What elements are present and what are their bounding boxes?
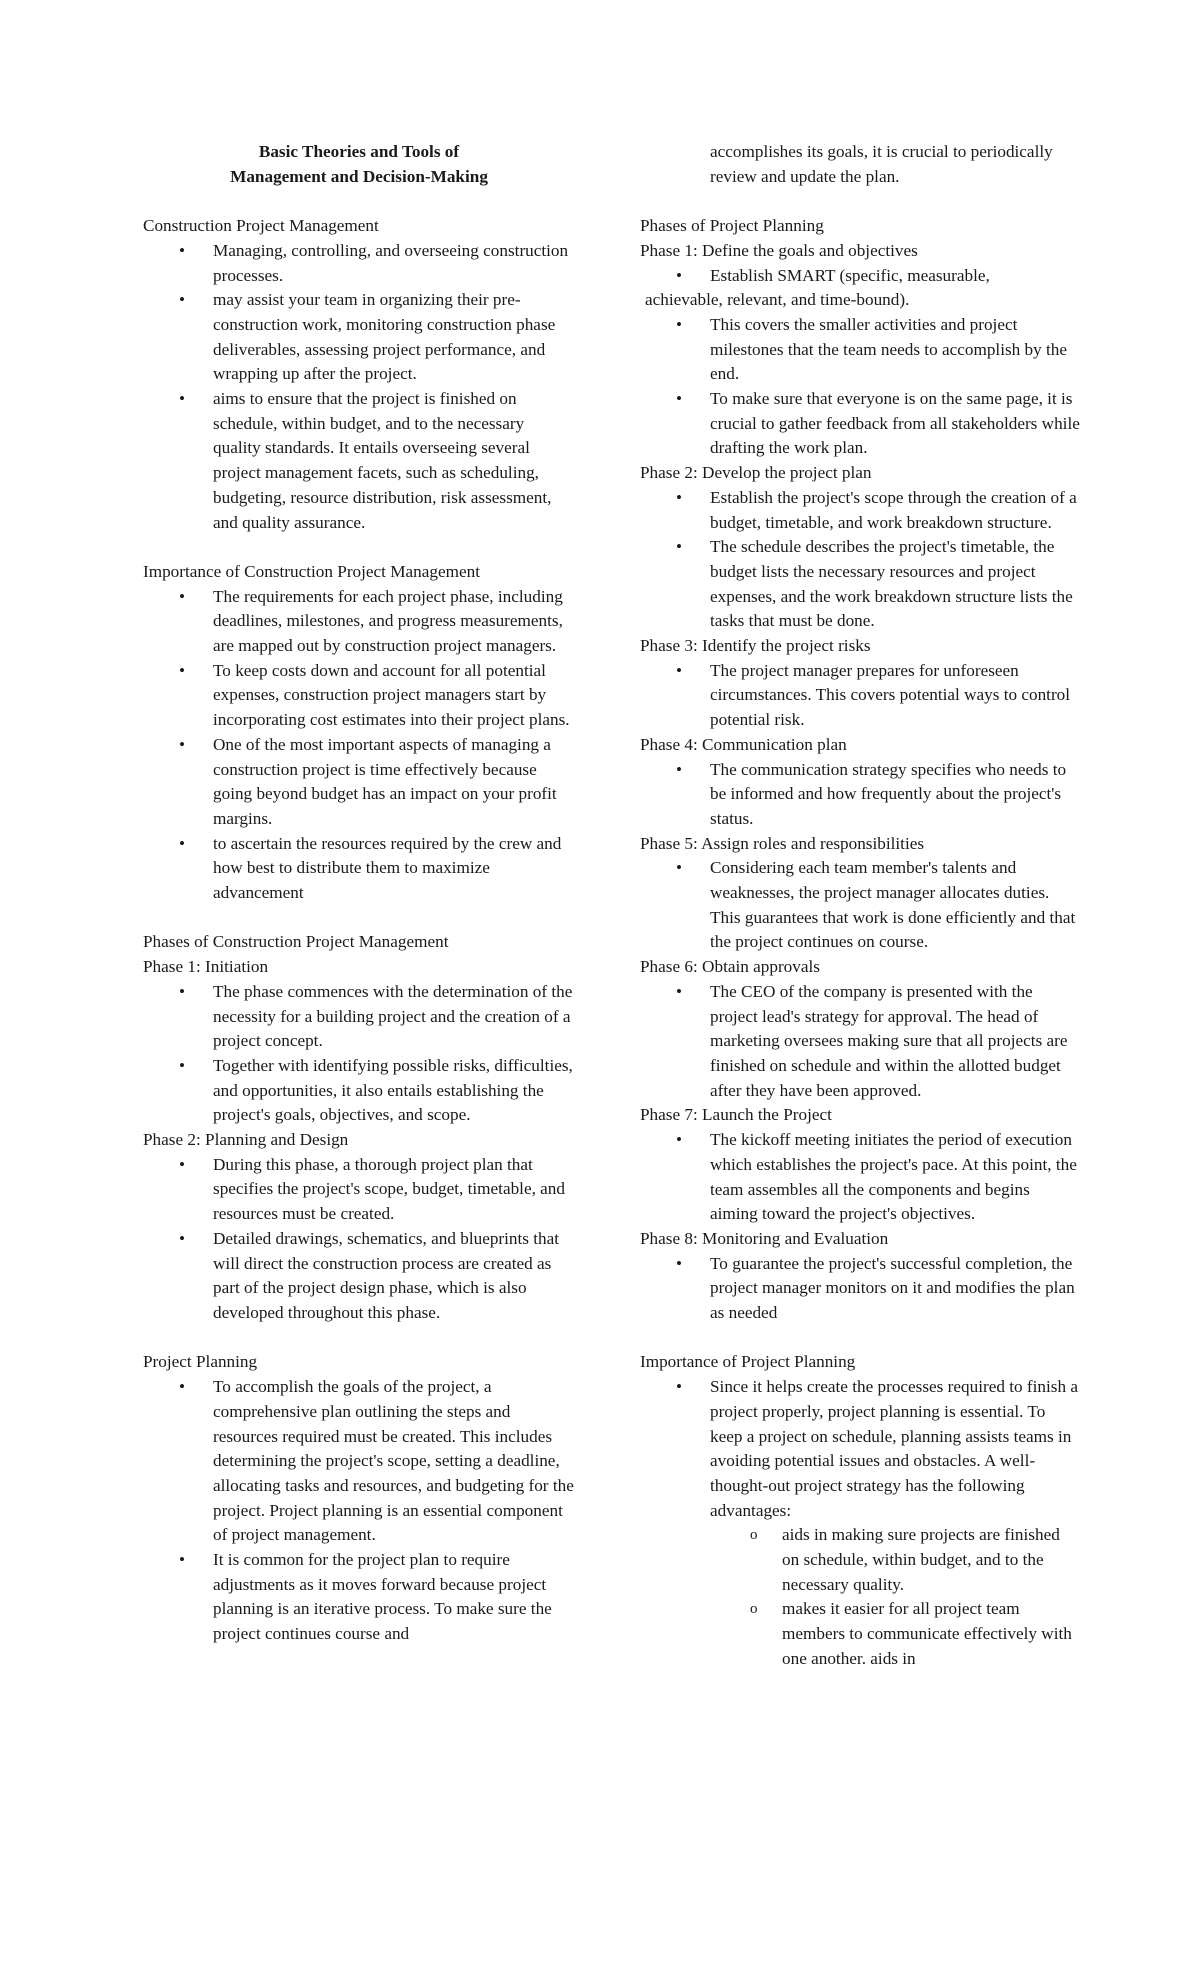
spacer <box>143 535 575 560</box>
list-item: • The project manager prepares for unforeseen circumstances. This covers potential ways to control potential risk. <box>640 659 1080 733</box>
list-item: • To make sure that everyone is on the same page, it is crucial to gather feedback from all stakeholders while drafting the work plan. <box>640 387 1080 461</box>
phase-label: Phase 6: Obtain approvals <box>640 957 820 977</box>
phase-label: Phase 5: Assign roles and responsibilities <box>640 833 925 853</box>
section-heading: Phases of Construction Project Management <box>143 932 449 952</box>
bullet-list <box>640 758 1080 832</box>
bullet-list <box>143 239 575 535</box>
bullet-list <box>143 585 575 906</box>
list-item: • The requirements for each project phase, including deadlines, milestones, and progress measurements, are mapped out by construction project managers. <box>143 585 575 659</box>
section-heading: Importance of Project Planning <box>640 1352 856 1372</box>
bullet-list <box>640 856 1080 955</box>
bullet-list <box>640 659 1080 733</box>
right-column <box>640 140 1080 1672</box>
sub-list-item: o aids in making sure projects are finished on schedule, within budget, and to the necessary quality. <box>640 1523 1080 1597</box>
list-item: • The CEO of the company is presented with the project lead's strategy for approval. The head of marketing oversees making sure that all projects are finished on schedule and within the allotted budget after they have been approved. <box>640 980 1080 1104</box>
phase-label: Phase 1: Initiation <box>143 957 269 977</box>
bullet-list <box>640 1375 1080 1523</box>
list-item: • Managing, controlling, and overseeing construction processes. <box>143 239 575 288</box>
bullet-list <box>143 1153 575 1326</box>
list-item: • To keep costs down and account for all potential expenses, construction project managers start by incorporating cost estimates into their project plans. <box>143 659 575 733</box>
document-title <box>143 140 575 189</box>
list-item: • Establish SMART (specific, measurable, <box>640 264 1080 289</box>
spacer <box>640 1326 1080 1351</box>
list-item: • to ascertain the resources required by the crew and how best to distribute them to maximize advancement <box>143 832 575 906</box>
smart-continuation: achievable, relevant, and time-bound). <box>645 290 910 310</box>
sub-list-item: o makes it easier for all project team members to communicate effectively with one another. aids in <box>640 1597 1080 1671</box>
bullet-list <box>640 980 1080 1104</box>
section-importance-project-planning <box>640 1350 1080 1671</box>
spacer <box>143 189 575 214</box>
list-item: • aims to ensure that the project is finished on schedule, within budget, and to the necessary quality standards. It entails overseeing several project management facets, such as scheduling, budgeting, resource distribution, risk assessment, and quality assurance. <box>143 387 575 535</box>
list-item: • It is common for the project plan to require adjustments as it moves forward because project planning is an iterative process. To make sure the project continues course and <box>143 1548 575 1647</box>
bullet-list <box>640 486 1080 634</box>
list-item: • One of the most important aspects of managing a construction project is time effectively because going beyond budget has an impact on your profit margins. <box>143 733 575 832</box>
section-heading: Importance of Construction Project Management <box>143 561 480 581</box>
title-line-2: Management and Decision-Making <box>230 166 488 186</box>
title-line-1: Basic Theories and Tools of <box>258 142 460 161</box>
phase-label: Phase 4: Communication plan <box>640 734 847 754</box>
list-item: • During this phase, a thorough project plan that specifies the project's scope, budget, timetable, and resources must be created. <box>143 1153 575 1227</box>
bullet-list <box>640 1252 1080 1326</box>
list-item: • Establish the project's scope through the creation of a budget, timetable, and work breakdown structure. <box>640 486 1080 535</box>
section-heading: Project Planning <box>143 1352 258 1372</box>
bullet-list <box>143 1375 575 1647</box>
bullet-list <box>640 1128 1080 1227</box>
section-construction-project-management <box>143 214 575 535</box>
list-item: • To guarantee the project's successful completion, the project manager monitors on it and modifies the plan as needed <box>640 1252 1080 1326</box>
spacer <box>143 906 575 931</box>
list-item: • Since it helps create the processes required to finish a project properly, project planning is essential. To keep a project on schedule, planning assists teams in avoiding potential issues and obstacles. A well-thought-out project strategy has the following advantages: <box>640 1375 1080 1523</box>
bullet-list <box>640 264 1080 289</box>
phase-label: Phase 8: Monitoring and Evaluation <box>640 1228 889 1248</box>
list-item: • The schedule describes the project's timetable, the budget lists the necessary resources and project expenses, and the work breakdown structure lists the tasks that must be done. <box>640 535 1080 634</box>
section-heading: Construction Project Management <box>143 216 379 236</box>
section-importance-cpm <box>143 560 575 906</box>
section-phases-project-planning <box>640 214 1080 1326</box>
sub-bullet-list <box>640 1523 1080 1671</box>
phase-label: Phase 3: Identify the project risks <box>640 636 871 656</box>
phase-label: Phase 2: Develop the project plan <box>640 463 872 483</box>
list-item: • Detailed drawings, schematics, and blueprints that will direct the construction process are created as part of the project design phase, which is also developed throughout this phase. <box>143 1227 575 1326</box>
list-item: • This covers the smaller activities and project milestones that the team needs to accomplish by the end. <box>640 313 1080 387</box>
bullet-list <box>143 980 575 1128</box>
list-item: • Together with identifying possible risks, difficulties, and opportunities, it also entails establishing the project's goals, objectives, and scope. <box>143 1054 575 1128</box>
list-item: • The communication strategy specifies who needs to be informed and how frequently about the project's status. <box>640 758 1080 832</box>
phase-label: Phase 7: Launch the Project <box>640 1105 832 1125</box>
phase-label: Phase 1: Define the goals and objectives <box>640 240 918 260</box>
left-column <box>143 140 575 1647</box>
spacer <box>143 1326 575 1351</box>
list-item: • The kickoff meeting initiates the period of execution which establishes the project's pace. At this point, the team assembles all the components and begins aiming toward the project's objectives. <box>640 1128 1080 1227</box>
phase-label: Phase 2: Planning and Design <box>143 1130 349 1150</box>
bullet-list <box>640 313 1080 461</box>
spacer <box>640 189 1080 214</box>
list-item: • Considering each team member's talents and weaknesses, the project manager allocates duties. This guarantees that work is done efficiently and that the project continues on course. <box>640 856 1080 955</box>
continuation-text: accomplishes its goals, it is crucial to periodically review and update the plan. <box>710 142 1053 186</box>
list-item: • The phase commences with the determination of the necessity for a building project and the creation of a project concept. <box>143 980 575 1054</box>
list-item: • To accomplish the goals of the project, a comprehensive plan outlining the steps and resources required must be created. This includes determining the project's scope, setting a deadline, allocating tasks and resources, and budgeting for the project. Project planning is an essential component of project management. <box>143 1375 575 1548</box>
list-item: • may assist your team in organizing their pre-construction work, monitoring construction phase deliverables, assessing project performance, and wrapping up after the project. <box>143 288 575 387</box>
section-phases-cpm <box>143 930 575 1325</box>
section-heading: Phases of Project Planning <box>640 216 824 236</box>
section-project-planning <box>143 1350 575 1646</box>
continuation-list <box>640 140 1080 189</box>
